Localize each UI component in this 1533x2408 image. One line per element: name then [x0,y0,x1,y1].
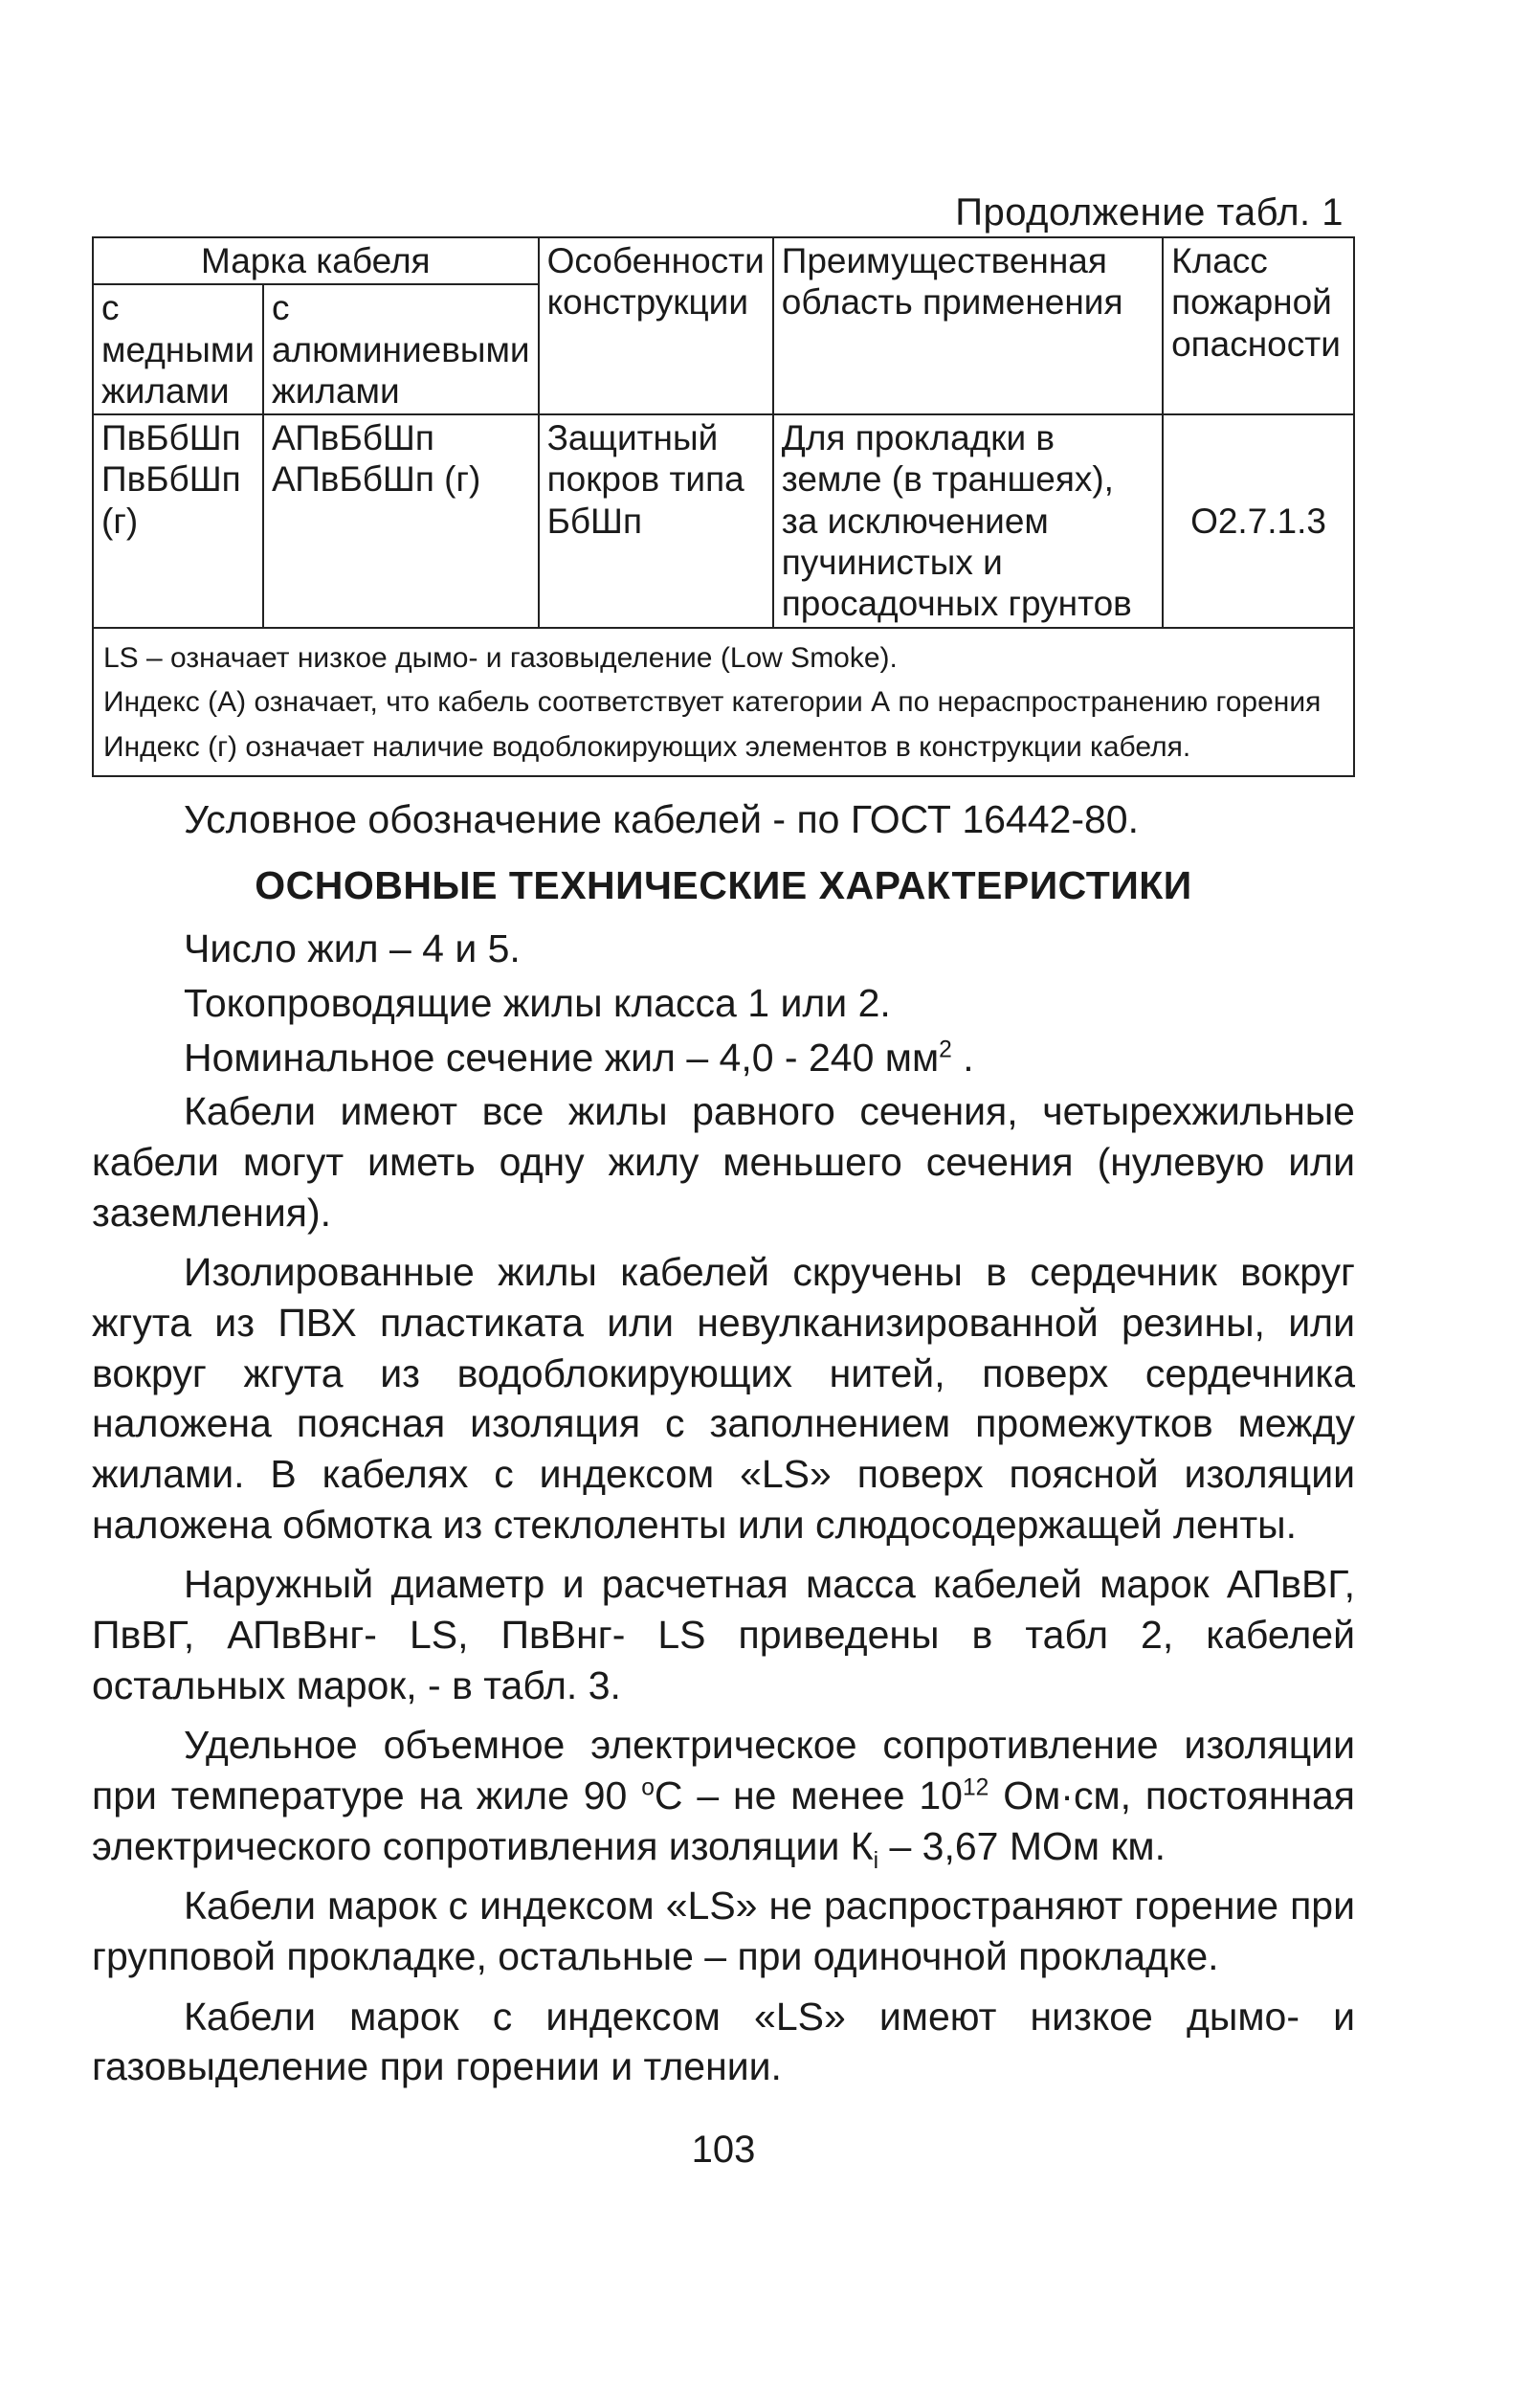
header-area: Преимущественная область применения [773,237,1163,414]
note-ls: LS – означает низкое дымо- и газовыделение (Low Smoke). [103,641,898,674]
section-line [92,1033,1355,1083]
paragraph-low-smoke: Кабели марок с индексом «LS» имеют низкое дымо- и газовыделение при горении и тлении. [92,1994,1355,2089]
conductors-line: Токопроводящие жилы класса 1 или 2. [184,981,891,1026]
degree-mark: o [641,1774,655,1801]
note-index-a: Индекс (А) означает, что кабель соответствует категории А по нераспространению горения [103,686,1322,719]
table-notes [93,628,1354,777]
header-fire-class: Класс пожарной опасности [1163,237,1354,414]
cell-area: Для прокладки в земле (в траншеях), за исключением пучинистых и просадочных грунтов [773,414,1163,627]
header-copper: с медными жилами [93,284,263,414]
table-header-row [93,237,1354,284]
cell-copper-1: ПвБбШп [101,418,241,458]
cable-table [92,236,1355,777]
paragraph-resistance [92,1720,1355,1874]
note-index-g: Индекс (г) означает наличие водоблокирующих элементов в конструкции кабеля. [103,730,1191,763]
page-number: 103 [691,2129,756,2172]
paragraph-fire-spread: Кабели марок с индексом «LS» не распространяют горение при групповой прокладке, остальные – при одиночной прокладке. [92,1884,1355,1979]
header-aluminum: с алюминиевыми жилами [263,284,539,414]
resistance-subscript: i [873,1847,879,1874]
paragraph-cores-equal: Кабели имеют все жилы равного сечения, четырехжильные кабели могут иметь одну жилу меньшего сечения (нулевую или заземления). [92,1089,1355,1235]
table-row [93,414,1354,627]
resistance-exponent: 12 [963,1774,989,1801]
cell-features: Защитный покров типа БбШп [539,414,773,627]
cell-copper-2: ПвБбШп (г) [101,459,241,541]
cell-aluminum-2: АПвБбШп (г) [271,459,481,500]
section-heading: ОСНОВНЫЕ ТЕХНИЧЕСКИЕ ХАРАКТЕРИСТИКИ [255,862,1192,907]
cell-fire-class: О2.7.1.3 [1163,414,1354,627]
section-superscript: 2 [939,1037,952,1063]
header-features: Особенности конструкции [539,237,773,414]
resistance-text-a: Удельное объемное электрическое сопротивление изоляции при температуре на жиле 90 [92,1723,1355,1818]
cores-line: Число жил – 4 и 5. [184,926,521,971]
cell-copper [93,414,263,627]
paragraph-construction: Изолированные жилы кабелей скручены в сердечник вокруг жгута из ПВХ пластиката или невулканизированной резины, или вокруг жгута из водоблокирующих нитей, поверх сердечника наложена поясная изоляция с заполнением промежутков между жилами. В кабелях с индексом «LS» поверх поясной изоляции наложена обмотка из стеклоленты или слюдосодержащей ленты. [92,1250,1355,1547]
cell-aluminum-1: АПвБбШп [271,418,434,458]
resistance-text-c: Ом·см, постоянная электрического сопротивления изоляции К [92,1773,1355,1868]
designation-line: Условное обозначение кабелей - по ГОСТ 16442-80. [184,797,1139,842]
paragraph-diameter: Наружный диаметр и расчетная масса кабелей марок АПвВГ, ПвВГ, АПвВнг- LS, ПвВнг- LS приведены в табл 2, кабелей остальных марок, - в табл. 3. [92,1562,1355,1707]
resistance-text-d: – 3,67 МОм км. [878,1823,1166,1868]
table-continuation-label: Продолжение табл. 1 [955,191,1344,234]
header-mark: Марка кабеля [93,237,539,284]
document-page [92,191,1355,2172]
resistance-text-b: С – не менее 10 [654,1773,963,1818]
body-text [92,794,1355,2092]
table-notes-row [93,628,1354,777]
section-suffix: . [951,1035,974,1080]
section-text: Номинальное сечение жил – 4,0 - 240 мм [184,1035,940,1080]
cell-aluminum [263,414,539,627]
